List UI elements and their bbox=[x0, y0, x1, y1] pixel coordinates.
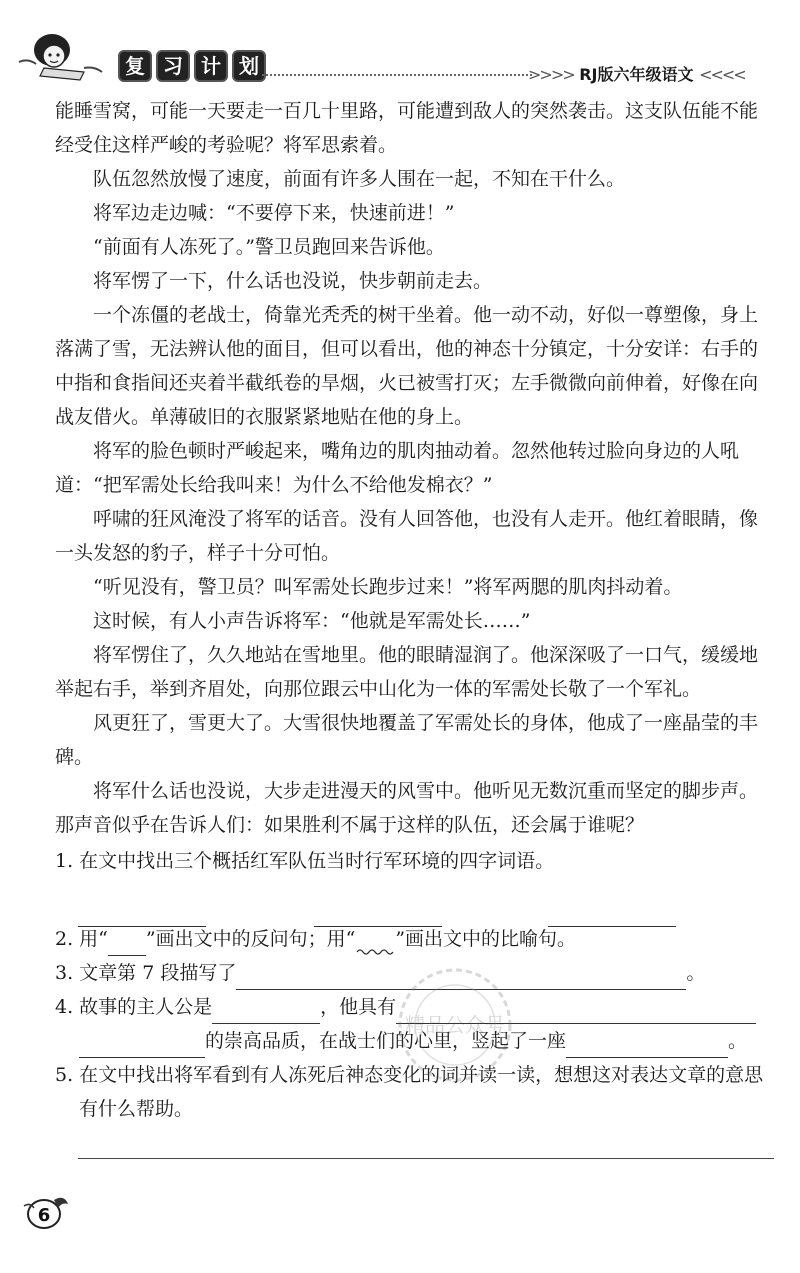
mascot-girl-icon bbox=[14, 28, 104, 88]
question-2-text-c: ”画出文中的比喻句。 bbox=[395, 928, 577, 950]
answer-blank[interactable] bbox=[548, 926, 676, 927]
paragraph: 将军愣了一下，什么话也没说，快步朝前走去。 bbox=[93, 270, 493, 292]
question-2-text-b: ”画出文中的反问句；用“ bbox=[145, 928, 356, 950]
page-header bbox=[0, 0, 800, 100]
question-5-text: 5. 在文中找出将军看到有人冻死后神态变化的词并读一读，想想这对表达文章的意思有什么帮助。 bbox=[55, 1064, 764, 1120]
question-3-text-a: 3. 文章第 7 段描写了 bbox=[55, 962, 237, 984]
paragraph: 这时候，有人小声告诉将军：“他就是军需处长……” bbox=[93, 610, 531, 632]
question-4-text-b: ，他具有 bbox=[320, 996, 397, 1018]
answer-blank[interactable] bbox=[314, 926, 442, 927]
answer-blank[interactable] bbox=[79, 1037, 205, 1058]
answer-blank[interactable] bbox=[212, 1003, 320, 1024]
watermark-seal bbox=[380, 950, 530, 1100]
answer-blank[interactable] bbox=[78, 926, 206, 927]
page-number: 6 bbox=[37, 1205, 51, 1226]
title-char: 划 bbox=[232, 50, 266, 82]
question-2-text-a: 2. 用“ bbox=[55, 928, 108, 950]
question-4-text-a: 4. 故事的主人公是 bbox=[55, 996, 213, 1018]
paragraph: 能睡雪窝，可能一天要走一百几十里路，可能遭到敌人的突然袭击。这支队伍能不能经受住这样严峻的考验呢？将军思索着。 bbox=[55, 100, 759, 156]
question-1-blanks bbox=[78, 912, 678, 932]
answer-blank[interactable] bbox=[566, 1037, 728, 1058]
paragraph: “前面有人冻死了。”警卫员跑回来告诉他。 bbox=[93, 236, 445, 258]
straight-underline-sample bbox=[108, 935, 146, 956]
question-4-text-d: 。 bbox=[728, 1030, 748, 1052]
page-number-badge bbox=[20, 1192, 80, 1232]
arrows-right-icon: <<<< bbox=[699, 65, 745, 84]
paragraph: 将军什么话也没说，大步走进漫天的风雪中。他听见无数沉重而坚定的脚步声。那声音似乎在告诉人们：如果胜利不属于这样的队伍，还会属于谁呢？ bbox=[55, 780, 759, 836]
title-char: 计 bbox=[194, 50, 228, 82]
question-4-text-c: 的崇高品质，在战士们的心里，竖起了一座 bbox=[205, 1030, 567, 1052]
question-1-text: 1. 在文中找出三个概括红军队伍当时行军环境的四字词语。 bbox=[55, 850, 555, 872]
paragraph: 将军愣住了，久久地站在雪地里。他的眼睛湿润了。他深深吸了一口气，缓缓地举起右手，举到齐眉处，向那位跟云中山化为一体的军需处长敬了一个军礼。 bbox=[55, 644, 759, 700]
section-title-badge bbox=[118, 50, 266, 80]
paragraph: 队伍忽然放慢了速度，前面有许多人围在一起，不知在干什么。 bbox=[93, 168, 626, 190]
question-1 bbox=[55, 844, 773, 878]
paragraph: 将军的脸色顿时严峻起来，嘴角边的肌肉抽动着。忽然他转过脸向身边的人吼道：“把军需处长给我叫来！为什么不给他发棉衣？” bbox=[55, 440, 740, 496]
edition-text: RJ版六年级语文 bbox=[579, 65, 694, 84]
paragraph: 将军边走边喊：“不要停下来，快速前进！” bbox=[93, 202, 455, 224]
header-divider bbox=[262, 74, 532, 76]
edition-label bbox=[528, 62, 745, 85]
title-char: 复 bbox=[118, 50, 152, 82]
paragraph: 呼啸的狂风淹没了将军的话音。没有人回答他，也没有人走开。他红着眼睛，像一头发怒的豹子，样子十分可怕。 bbox=[55, 508, 759, 564]
question-5-answer-line[interactable] bbox=[78, 1158, 774, 1159]
watermark-text: 精品公众号 bbox=[405, 1013, 505, 1037]
question-3-text-b: 。 bbox=[686, 962, 706, 984]
paragraph: 风更狂了，雪更大了。大雪很快地覆盖了军需处长的身体，他成了一座晶莹的丰碑。 bbox=[55, 712, 759, 768]
paragraph: “听见没有，警卫员？叫军需处长跑步过来！”将军两腮的肌肉抖动着。 bbox=[93, 576, 683, 598]
page-badge-icon bbox=[20, 1192, 80, 1232]
paragraph: 一个冻僵的老战士，倚靠光秃秃的树干坐着。他一动不动，好似一尊塑像，身上落满了雪，无法辨认他的面目，但可以看出，他的神态十分镇定，十分安详：右手的中指和食指间还夹着半截纸卷的旱烟，火已被雪打灭；左手微微向前伸着，好像在向战友借火。单薄破旧的衣服紧紧地贴在他的身上。 bbox=[55, 304, 759, 428]
title-char: 习 bbox=[156, 50, 190, 82]
arrows-left-icon: >>>> bbox=[528, 65, 574, 84]
